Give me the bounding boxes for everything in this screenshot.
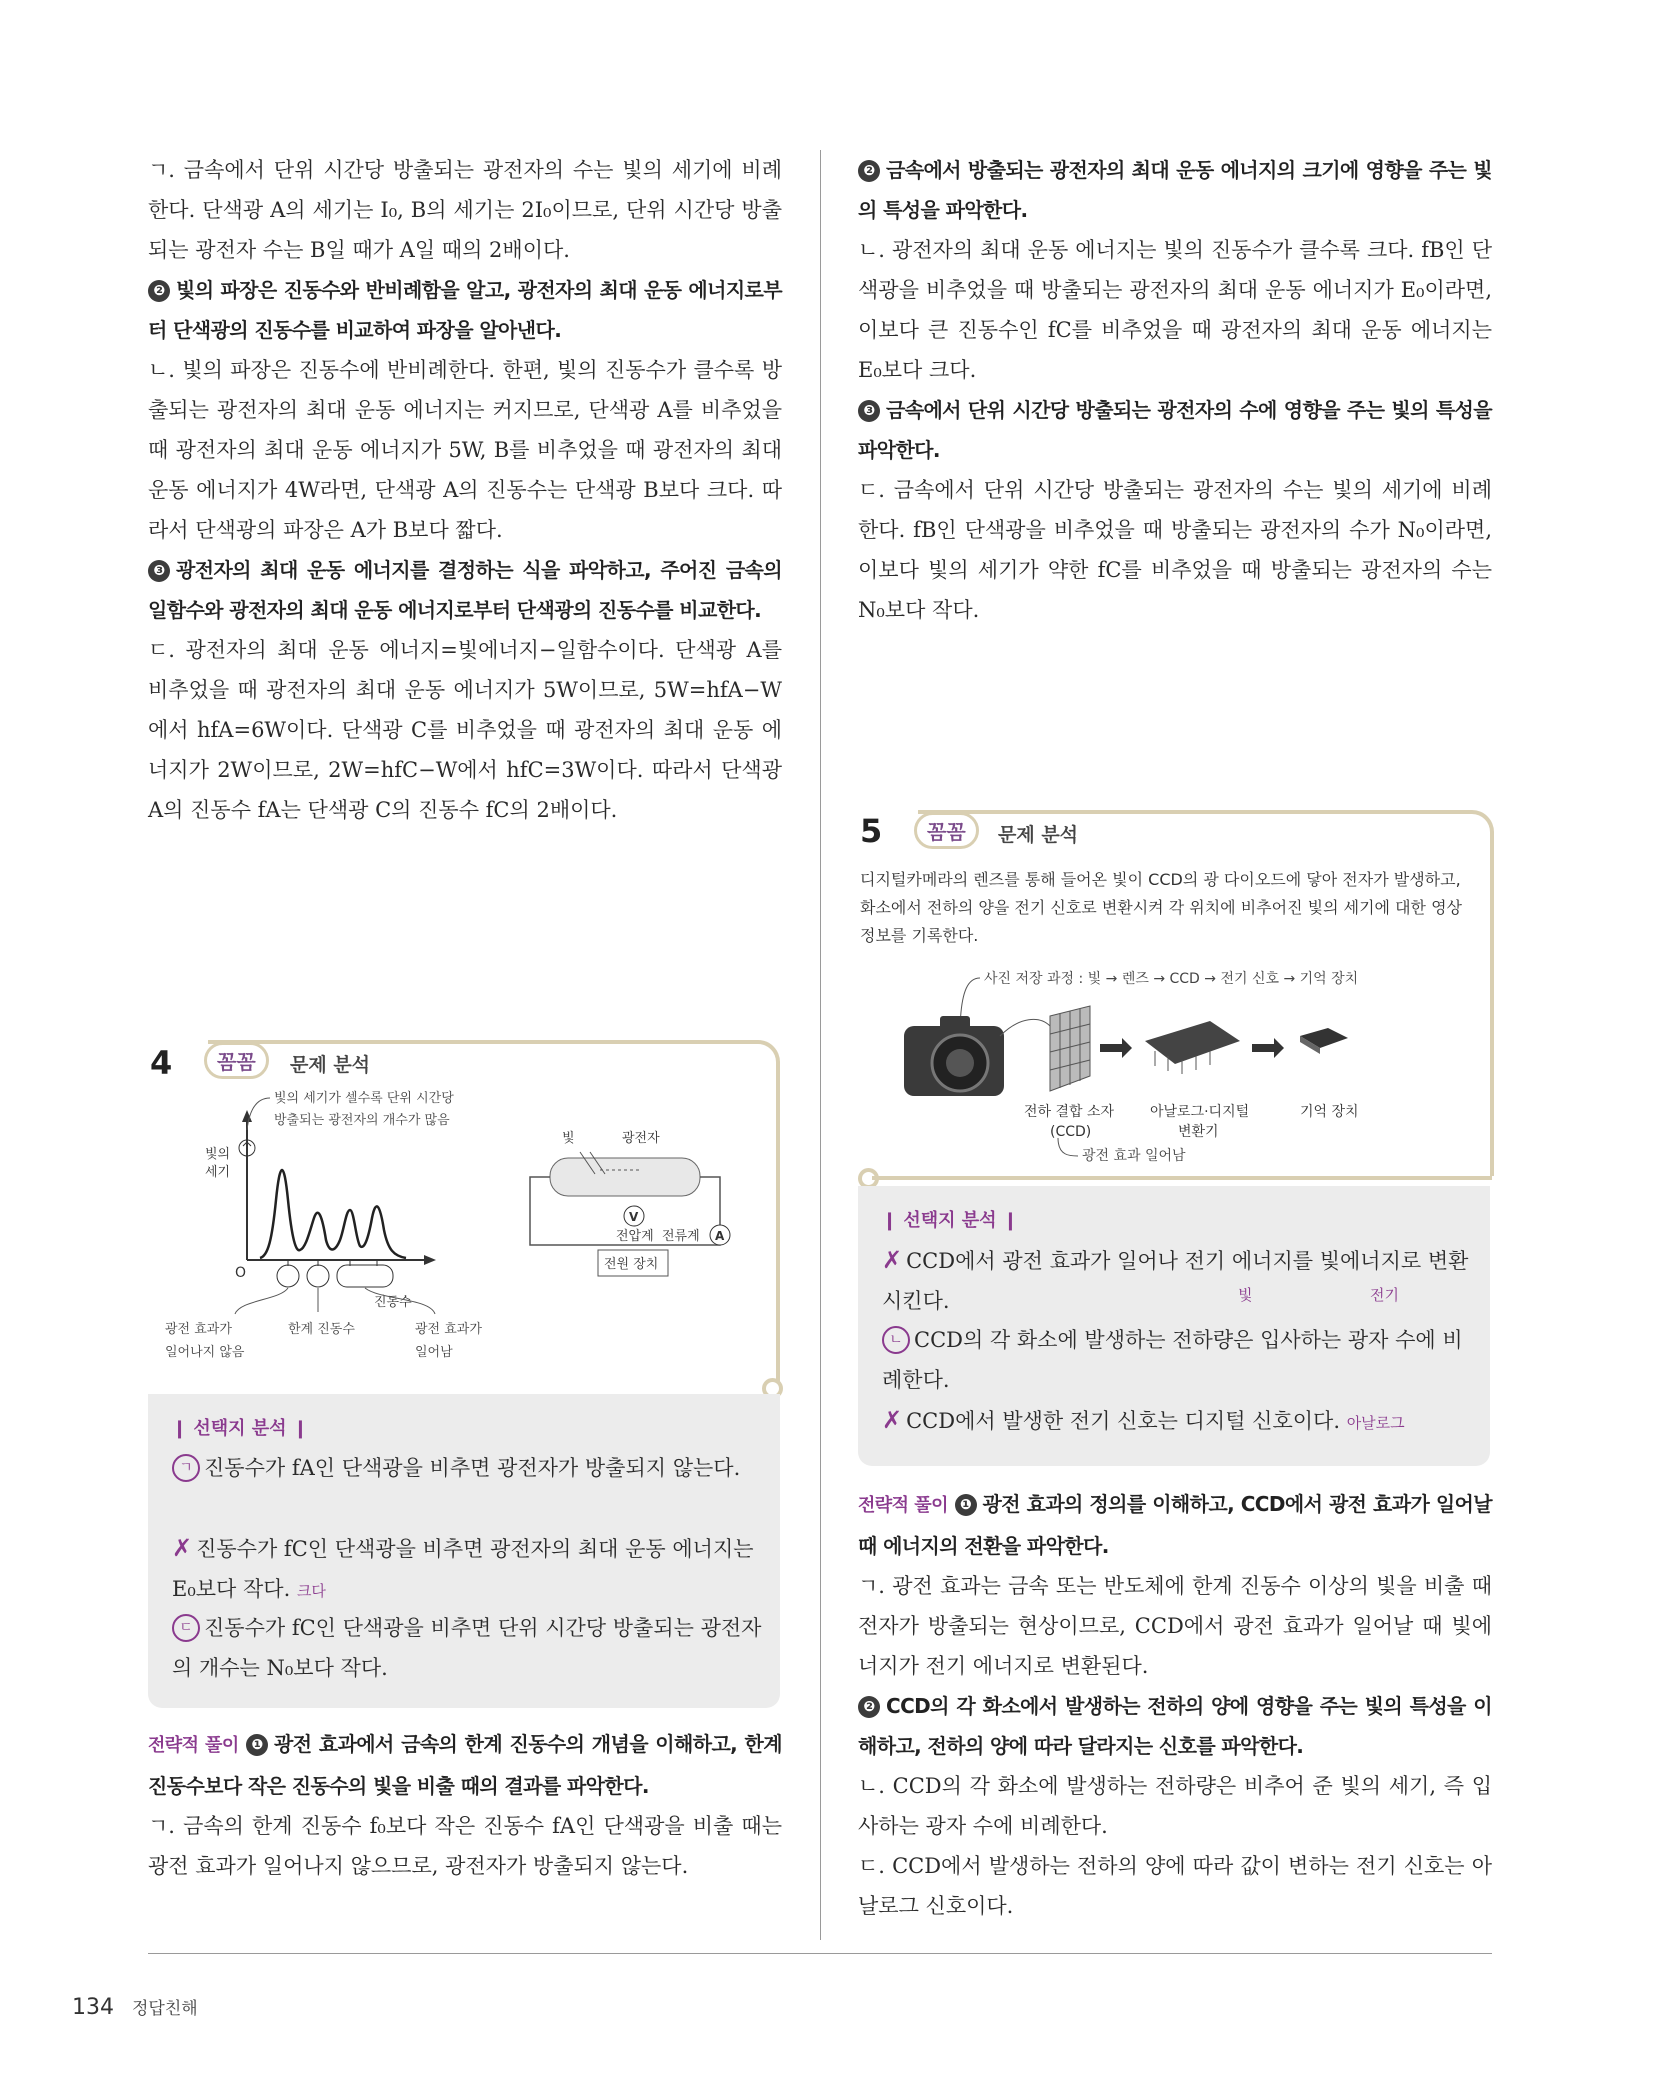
q5-frame-bottom (872, 1176, 1492, 1180)
tick-fb-fc-box (337, 1265, 393, 1287)
q4-strategy-label: 전략적 풀이 (148, 1735, 239, 1756)
under-1b: 일어나지 않음 (165, 1345, 245, 1360)
q5-section-title: ❙ 선택지 분석 ❙ (882, 1210, 1018, 1231)
q5-strategy-2: ㄱ. 광전 효과는 금속 또는 반도체에 한계 진동수 이상의 빛을 비출 때 전자가 방출되는 현상이므로, CCD에서 광전 효과가 일어날 때 빛에너지가 전기 에너지로 변환된다. (858, 1574, 1492, 1678)
under-3b: 일어남 (415, 1345, 453, 1360)
q5-option-1-note-2: 전기 (1370, 1286, 1399, 1304)
left-para-1: ㄱ. 금속에서 단위 시간당 방출되는 광전자의 수는 빛의 세기에 비례한다. 단색광 A의 세기는 I₀, B의 세기는 2I₀이므로, 단위 시간당 방출되는 광전자 수는 B일 때가 A일 때의 2배이다. (148, 158, 782, 262)
left-hint-3 (148, 550, 782, 630)
process-label: 사진 저장 과정 : 빛 → 렌즈 → CCD → 전기 신호 → 기억 장치 (984, 971, 1359, 987)
ammeter-label: 전류계 (662, 1229, 700, 1244)
column-divider (820, 150, 821, 1940)
page-number: 134 (72, 1995, 114, 2020)
q5-strategy: 전략적 풀이 ❶ 광전 효과의 정의를 이해하고, CCD에서 광전 효과가 일어날 때 에너지의 전환을 파악한다. ㄱ. 광전 효과는 금속 또는 반도체에 한계 진동수 이상의 빛을 비출 때 전자가 방출되는 현상이므로, CCD에서 광전 효과가 일어날 때 빛에너지가 전기 에너지로 변환된다. ❷ CCD의 각 화소에서 발생하는 전하의 양에 영향을 주는 빛의 특성을 이해하고, 전하의 양에 따라 달라지는 신호를 파악한다. ㄴ. CCD의 각 화소에 발생하는 전하량은 비추어 준 빛의 세기, 즉 입사하는 광자 수에 비례한다. ㄷ. CCD에서 발생하는 전하의 양에 따라 값이 변하는 전기 신호는 아날로그 신호이다. (858, 1484, 1492, 1926)
annot-top-1: 빛의 세기가 셀수록 단위 시간당 (274, 1091, 454, 1106)
ccd-sensor-icon (1050, 1006, 1090, 1091)
marker-3: ❸ (148, 560, 170, 582)
q4-title: 문제 분석 (290, 1054, 371, 1076)
q5-option-1-note-1: 빛 (1238, 1286, 1253, 1304)
tick-fa-circle (277, 1265, 299, 1287)
book-label: 정답친해 (132, 1999, 198, 2019)
q4-number: 4 (150, 1044, 173, 1082)
arrow-icon-2 (1252, 1038, 1284, 1058)
q5-title: 문제 분석 (998, 824, 1079, 846)
left-hint-2 (148, 270, 782, 350)
q5-option-3: ✗ CCD에서 발생한 전기 신호는 디지털 신호이다. 아날로그 (882, 1406, 1405, 1434)
q5-strategy-marker-2: ❷ (858, 1696, 880, 1718)
under-1a: 광전 효과가 (165, 1322, 232, 1337)
q4-option-1: ㄱ 진동수가 fA인 단색광을 비추면 광전자가 방출되지 않는다. (172, 1448, 762, 1488)
ammeter-symbol: A (715, 1229, 725, 1243)
left-hint-2-text: 빛의 파장은 진동수와 반비례함을 알고, 광전자의 최대 운동 에너지로부터 단색광의 진동수를 비교하여 파장을 알아낸다. (148, 278, 782, 342)
q5-option-3-note: 아날로그 (1346, 1414, 1405, 1432)
adc-label-2: 변환기 (1178, 1124, 1219, 1140)
q5-option-2: ㄴ CCD의 각 화소에 발생하는 전하량은 입사하는 광자 수에 비례한다. (882, 1328, 1463, 1392)
right-hint-3: ❸ 금속에서 단위 시간당 방출되는 광전자의 수에 영향을 주는 빛의 특성을 파악한다. (858, 398, 1492, 462)
q5-strategy-label: 전략적 풀이 (858, 1495, 948, 1516)
q5-description: 디지털카메라의 렌즈를 통해 들어온 빛이 CCD의 광 다이오드에 닿아 전자가 발생하고, 화소에서 전하의 양을 전기 신호로 변환시켜 각 위치에 비추어진 빛의 세기에 대한 영상 정보를 기록한다. (860, 870, 1462, 945)
q4-section-title: ❙ 선택지 분석 ❙ (172, 1418, 308, 1439)
adc-label-1: 아날로그·디지털 (1150, 1104, 1250, 1120)
arrow-icon (1100, 1038, 1132, 1058)
right-hint-2: ❷ 금속에서 방출되는 광전자의 최대 운동 에너지의 크기에 영향을 주는 빛의 특성을 파악한다. (858, 158, 1492, 222)
q5-number: 5 (860, 812, 883, 850)
q5-diagram (900, 966, 1460, 1166)
left-column (148, 150, 782, 830)
ccd-label-1: 전하 결합 소자 (1024, 1104, 1115, 1120)
under-3a: 광전 효과가 (415, 1322, 482, 1337)
voltmeter-label: 전압계 (616, 1229, 654, 1244)
phototube (550, 1158, 700, 1196)
q5-badge: 꼼꼼 (914, 812, 979, 849)
q4-strategy-2: ㄱ. 금속의 한계 진동수 f₀보다 작은 진동수 fA인 단색광을 비출 때는 광전 효과가 일어나지 않으므로, 광전자가 방출되지 않는다. (148, 1814, 782, 1878)
x-axis-label: 진동수 (374, 1295, 412, 1310)
page-footer (72, 1994, 198, 2020)
left-para-3: ㄴ. 빛의 파장은 진동수에 반비례한다. 한편, 빛의 진동수가 클수록 방출되는 광전자의 최대 운동 에너지는 커지므로, 단색광 A를 비추었을 때 광전자의 최대 운동 에너지가 5W, B를 비추었을 때 광전자의 최대 운동 에너지가 4W라면, 단색광 A의 진동수는 단색광 B보다 크다. 따라서 단색광의 파장은 A가 B보다 짧다. (148, 358, 782, 542)
option-mark-3: ㄷ (172, 1614, 200, 1642)
q4-strategy-marker: ❶ (246, 1734, 268, 1756)
spectrum-curve (260, 1170, 406, 1258)
under-2: 한계 진동수 (288, 1322, 355, 1337)
q4-badge: 꼼꼼 (204, 1042, 269, 1079)
marker-2: ❷ (148, 280, 170, 302)
adc-chip-icon (1145, 1021, 1240, 1074)
annot-arrow (247, 1098, 270, 1130)
q5-strategy-5: ㄷ. CCD에서 발생하는 전하의 양에 따라 값이 변하는 전기 신호는 아날로그 신호이다. (858, 1854, 1492, 1918)
x-mark-icon: ✗ (882, 1406, 903, 1434)
q4-option-3: ㄷ 진동수가 fC인 단색광을 비추면 단위 시간당 방출되는 광전자의 개수는 N₀보다 작다. (172, 1616, 762, 1680)
memory-label: 기억 장치 (1300, 1104, 1359, 1120)
annot-top-2: 방출되는 광전자의 개수가 많음 (274, 1113, 450, 1128)
footer-rule (148, 1953, 1492, 1954)
x-axis-arrow (424, 1255, 436, 1265)
q4-option-2-note: 크다 (296, 1582, 326, 1600)
right-para-4: ㄷ. 금속에서 단위 시간당 방출되는 광전자의 수는 빛의 세기에 비례한다. fB인 단색광을 비추었을 때 방출되는 광전자의 수가 N₀이라면, 이보다 빛의 세기가 약한 fC를 비추었을 때 방출되는 광전자의 수는 N₀보다 작다. (858, 478, 1492, 622)
ccd-label-2: (CCD) (1050, 1124, 1092, 1140)
y-axis-arrow (242, 1110, 252, 1122)
light-label: 빛 (562, 1131, 575, 1146)
x-mark-icon: ✗ (172, 1534, 193, 1562)
q4-diagram (150, 1090, 780, 1380)
origin-label: O (235, 1265, 247, 1281)
q4-strategy: 전략적 풀이 ❶ 광전 효과에서 금속의 한계 진동수의 개념을 이해하고, 한계 진동수보다 작은 진동수의 빛을 비출 때의 결과를 파악한다. ㄱ. 금속의 한계 진동수 f₀보다 작은 진동수 fA인 단색광을 비출 때는 광전 효과가 일어나지 않으므로, 광전자가 방출되지 않는다. (148, 1724, 782, 1886)
q4-option-2: ✗ 진동수가 fC인 단색광을 비추면 광전자의 최대 운동 에너지는 E₀보다 작다. 크다 (172, 1534, 754, 1601)
option-mark-1: ㄱ (172, 1454, 200, 1482)
voltmeter-symbol: V (629, 1210, 639, 1224)
tick-f0-circle (307, 1265, 329, 1287)
y-label-2: 세기 (205, 1165, 231, 1180)
up-arrow-icon (243, 1142, 251, 1153)
y-label-1: 빛의 (205, 1147, 231, 1162)
q5-strategy-4: ㄴ. CCD의 각 화소에 발생하는 전하량은 비추어 준 빛의 세기, 즉 입사하는 광자 수에 비례한다. (858, 1774, 1492, 1838)
x-mark-icon: ✗ (882, 1246, 903, 1274)
right-column (858, 150, 1492, 630)
power-label: 전원 장치 (604, 1257, 659, 1272)
photoelectron-label: 광전자 (622, 1131, 660, 1146)
q5-option-1: ✗ CCD에서 광전 효과가 일어나 전기 에너지를 빛에너지로 변환시킨다. (882, 1246, 1469, 1313)
option-mark-2: ㄴ (882, 1326, 910, 1354)
right-para-2: ㄴ. 광전자의 최대 운동 에너지는 빛의 진동수가 클수록 크다. fB인 단색광을 비추었을 때 방출되는 광전자의 최대 운동 에너지가 E₀이라면, 이보다 큰 진동수인 fC를 비추었을 때 광전자의 최대 운동 에너지는 E₀보다 크다. (858, 238, 1492, 382)
left-hint-3-text: 광전자의 최대 운동 에너지를 결정하는 식을 파악하고, 주어진 금속의 일함수와 광전자의 최대 운동 에너지로부터 단색광의 진동수를 비교한다. (148, 558, 782, 622)
q5-strategy-marker: ❶ (955, 1494, 977, 1516)
effect-label: 광전 효과 일어남 (1082, 1148, 1186, 1164)
left-para-5: ㄷ. 광전자의 최대 운동 에너지=빛에너지−일함수이다. 단색광 A를 비추었을 때 광전자의 최대 운동 에너지가 5W이므로, 5W=hfA−W에서 hfA=6W이다. 단색광 C를 비추었을 때 광전자의 최대 운동 에너지가 2W이므로, 2W=hfC−W에서 hfC=3W이다. 따라서 단색광 A의 진동수 fA는 단색광 C의 진동수 fC의 2배이다. (148, 638, 782, 822)
